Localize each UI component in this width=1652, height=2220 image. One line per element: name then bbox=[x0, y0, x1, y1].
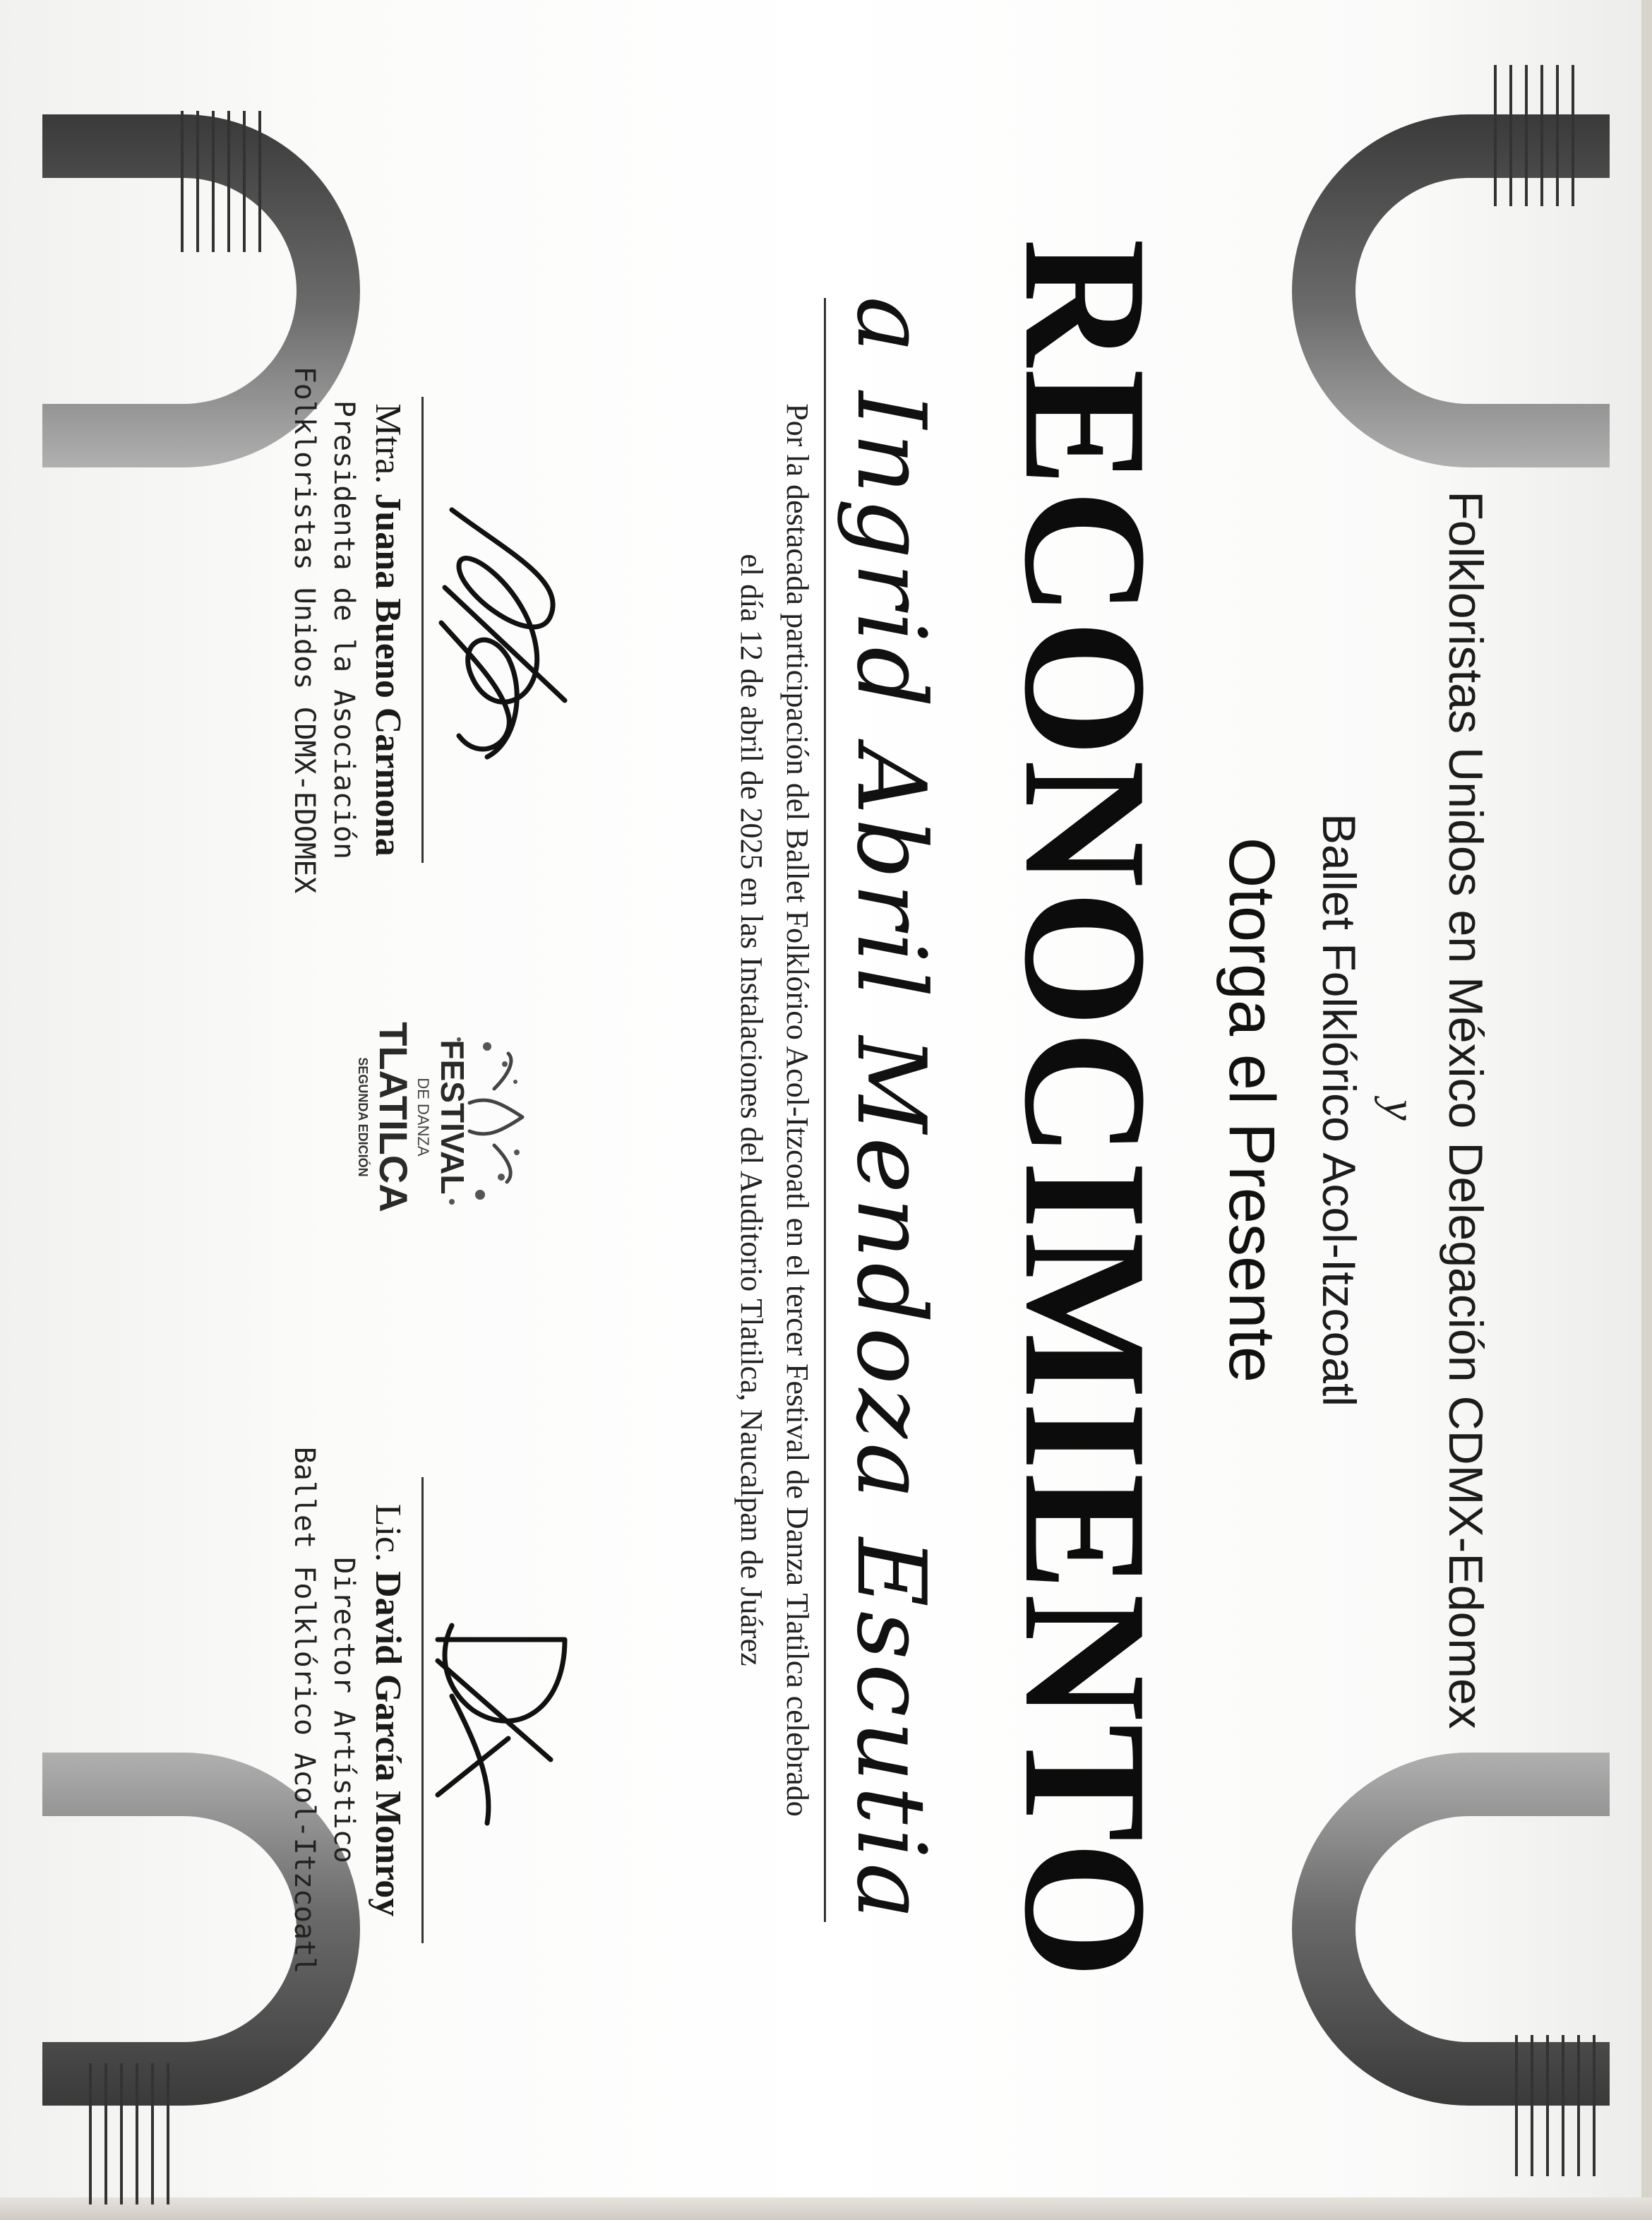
co-issuing-organization: Ballet Folklórico Acol-Itzcoatl bbox=[1313, 813, 1365, 1407]
handwritten-signature-right bbox=[424, 1527, 593, 1894]
logo-text-de-danza: DE DANZA bbox=[414, 1078, 432, 1157]
description-line-1: Por la destacada participación del Ballet Folklórico Acol-Itzcoatl en el tercer Festival de Danza Tlatilca celebrado bbox=[780, 403, 815, 1817]
signatory-role-left-2: Folkloristas Unidos CDMX-EDOMEX bbox=[288, 366, 321, 894]
festival-logo bbox=[325, 997, 537, 1237]
signatory-name-right bbox=[367, 1392, 409, 2028]
signature-line-right bbox=[421, 1477, 424, 1943]
grant-phrase: Otorga el Presente bbox=[1216, 837, 1288, 1383]
handwritten-signature-left bbox=[424, 446, 593, 813]
line-ornament-bottom-right bbox=[71, 2049, 169, 2204]
signatory-role-left-1: Presidenta de la Asociación bbox=[328, 400, 360, 860]
signatory-title-left: Mtra. bbox=[368, 403, 408, 484]
signature-line-left bbox=[421, 397, 424, 863]
signatory-role-right-1: Director Artístico bbox=[328, 1557, 360, 1863]
signature-block-right bbox=[288, 1392, 593, 2028]
line-ornament-bottom-left bbox=[162, 111, 261, 266]
signatory-fullname-left: Juana Bueno Carmona bbox=[368, 493, 408, 857]
logo-text-festival: FESTIVAL bbox=[434, 1039, 471, 1195]
logo-text-edition: SEGUNDA EDICIÓN bbox=[356, 1057, 370, 1177]
signature-block-left bbox=[288, 312, 593, 948]
signatory-role-right-2: Ballet Folklórico Acol-Itzcoatl bbox=[288, 1446, 321, 1974]
signatory-fullname-right: David García Monroy bbox=[368, 1571, 408, 1917]
logo-text-tlatilca: TLATILCA bbox=[371, 1022, 416, 1212]
recipient-name: a Ingrid Abril Mendoza Escutia bbox=[836, 296, 946, 1924]
recipient-underline bbox=[824, 298, 826, 1922]
issuing-organization: Folkloristas Unidos en México Delegación CDMX-Edomex bbox=[1439, 491, 1492, 1729]
signatory-name-left bbox=[367, 312, 409, 948]
signatory-title-right: Lic. bbox=[368, 1503, 408, 1563]
conjunction-text: y bbox=[1374, 1099, 1425, 1121]
certificate bbox=[42, 16, 1610, 2204]
line-ornament-top-right bbox=[1497, 2021, 1596, 2176]
scan-edge-right bbox=[1641, 0, 1652, 2220]
description-line-2: el día 12 de abril de 2025 en las Instalaciones del Auditorio Tlatilca, Naucalpan de Juárez bbox=[734, 554, 769, 1666]
certificate-title: RECONOCIMIENTO bbox=[988, 238, 1183, 1982]
